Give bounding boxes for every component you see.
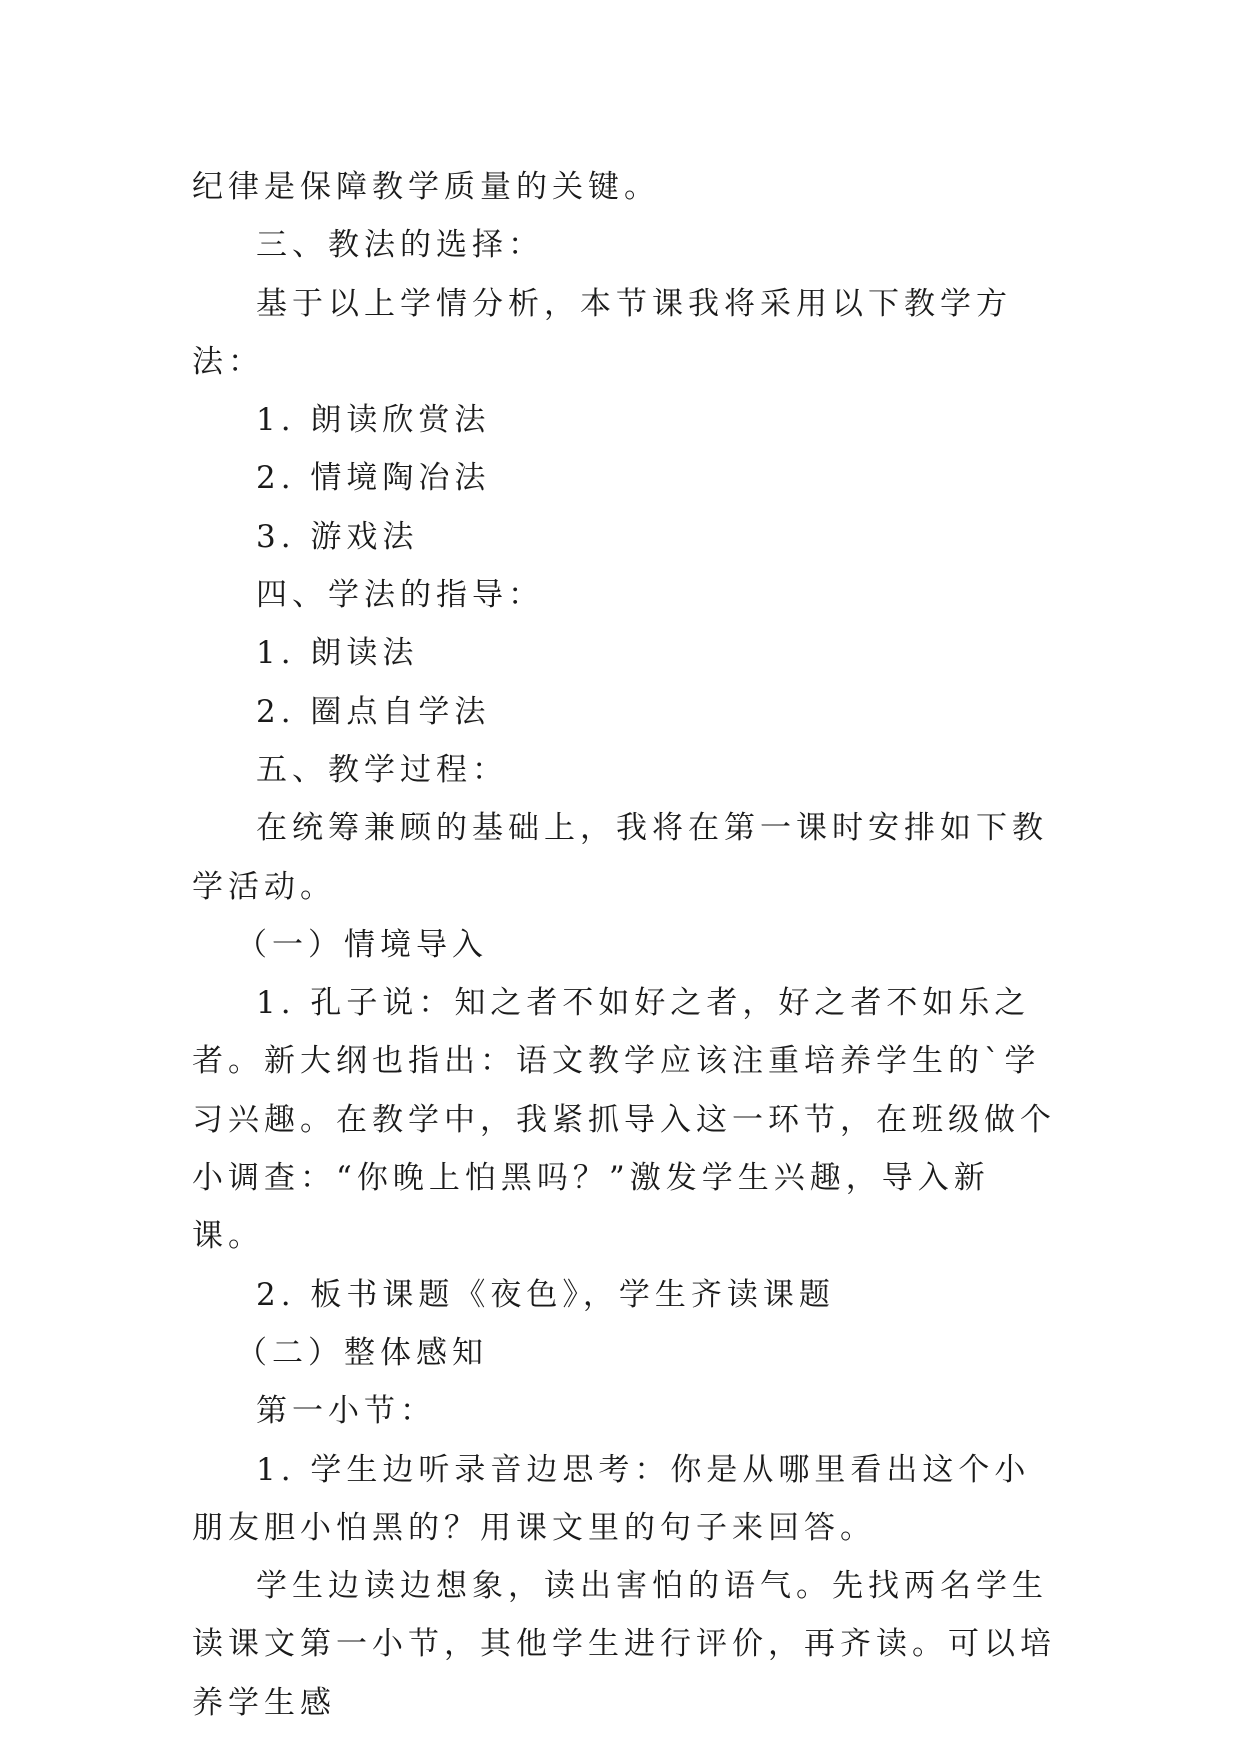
document-body — [192, 158, 1056, 1732]
paragraph: 第一小节： — [256, 1393, 436, 1430]
subsection-heading-intro: （一）情境导入 — [236, 926, 488, 963]
list-item: 1. 朗读欣赏法 — [256, 402, 491, 439]
list-item: 2. 情境陶冶法 — [256, 460, 491, 497]
section-heading-learning-methods: 四、学法的指导： — [256, 577, 544, 614]
list-item: 3. 游戏法 — [256, 518, 419, 555]
paragraph: 在统筹兼顾的基础上，我将在第一课时安排如下教学活动。 — [192, 810, 1048, 905]
paragraph: 1. 学生边听录音边思考：你是从哪里看出这个小朋友胆小怕黑的？用课文里的句子来回答。 — [192, 1451, 1031, 1546]
subsection-heading-overview: （二）整体感知 — [236, 1334, 488, 1371]
list-item: 1. 朗读法 — [256, 635, 419, 672]
paragraph: 基于以上学情分析，本节课我将采用以下教学方法： — [192, 285, 1012, 380]
list-item: 2. 圈点自学法 — [256, 693, 491, 730]
paragraph: 纪律是保障教学质量的关键。 — [192, 169, 660, 205]
section-heading-teaching-process: 五、教学过程： — [256, 751, 508, 788]
section-heading-teaching-methods: 三、教法的选择： — [256, 227, 544, 264]
paragraph: 学生边读边想象，读出害怕的语气。先找两名学生读课文第一小节，其他学生进行评价，再齐读。可以培养学生感 — [192, 1568, 1056, 1721]
paragraph: 2. 板书课题《夜色》，学生齐读课题 — [256, 1276, 835, 1313]
paragraph: 1. 孔子说：知之者不如好之者，好之者不如乐之者。新大纲也指出：语文教学应该注重培养学生的`学习兴趣。在教学中，我紧抓导入这一环节，在班级做个小调查：“你晚上怕黑吗？”激发学生兴趣，导入新课。 — [192, 985, 1056, 1255]
